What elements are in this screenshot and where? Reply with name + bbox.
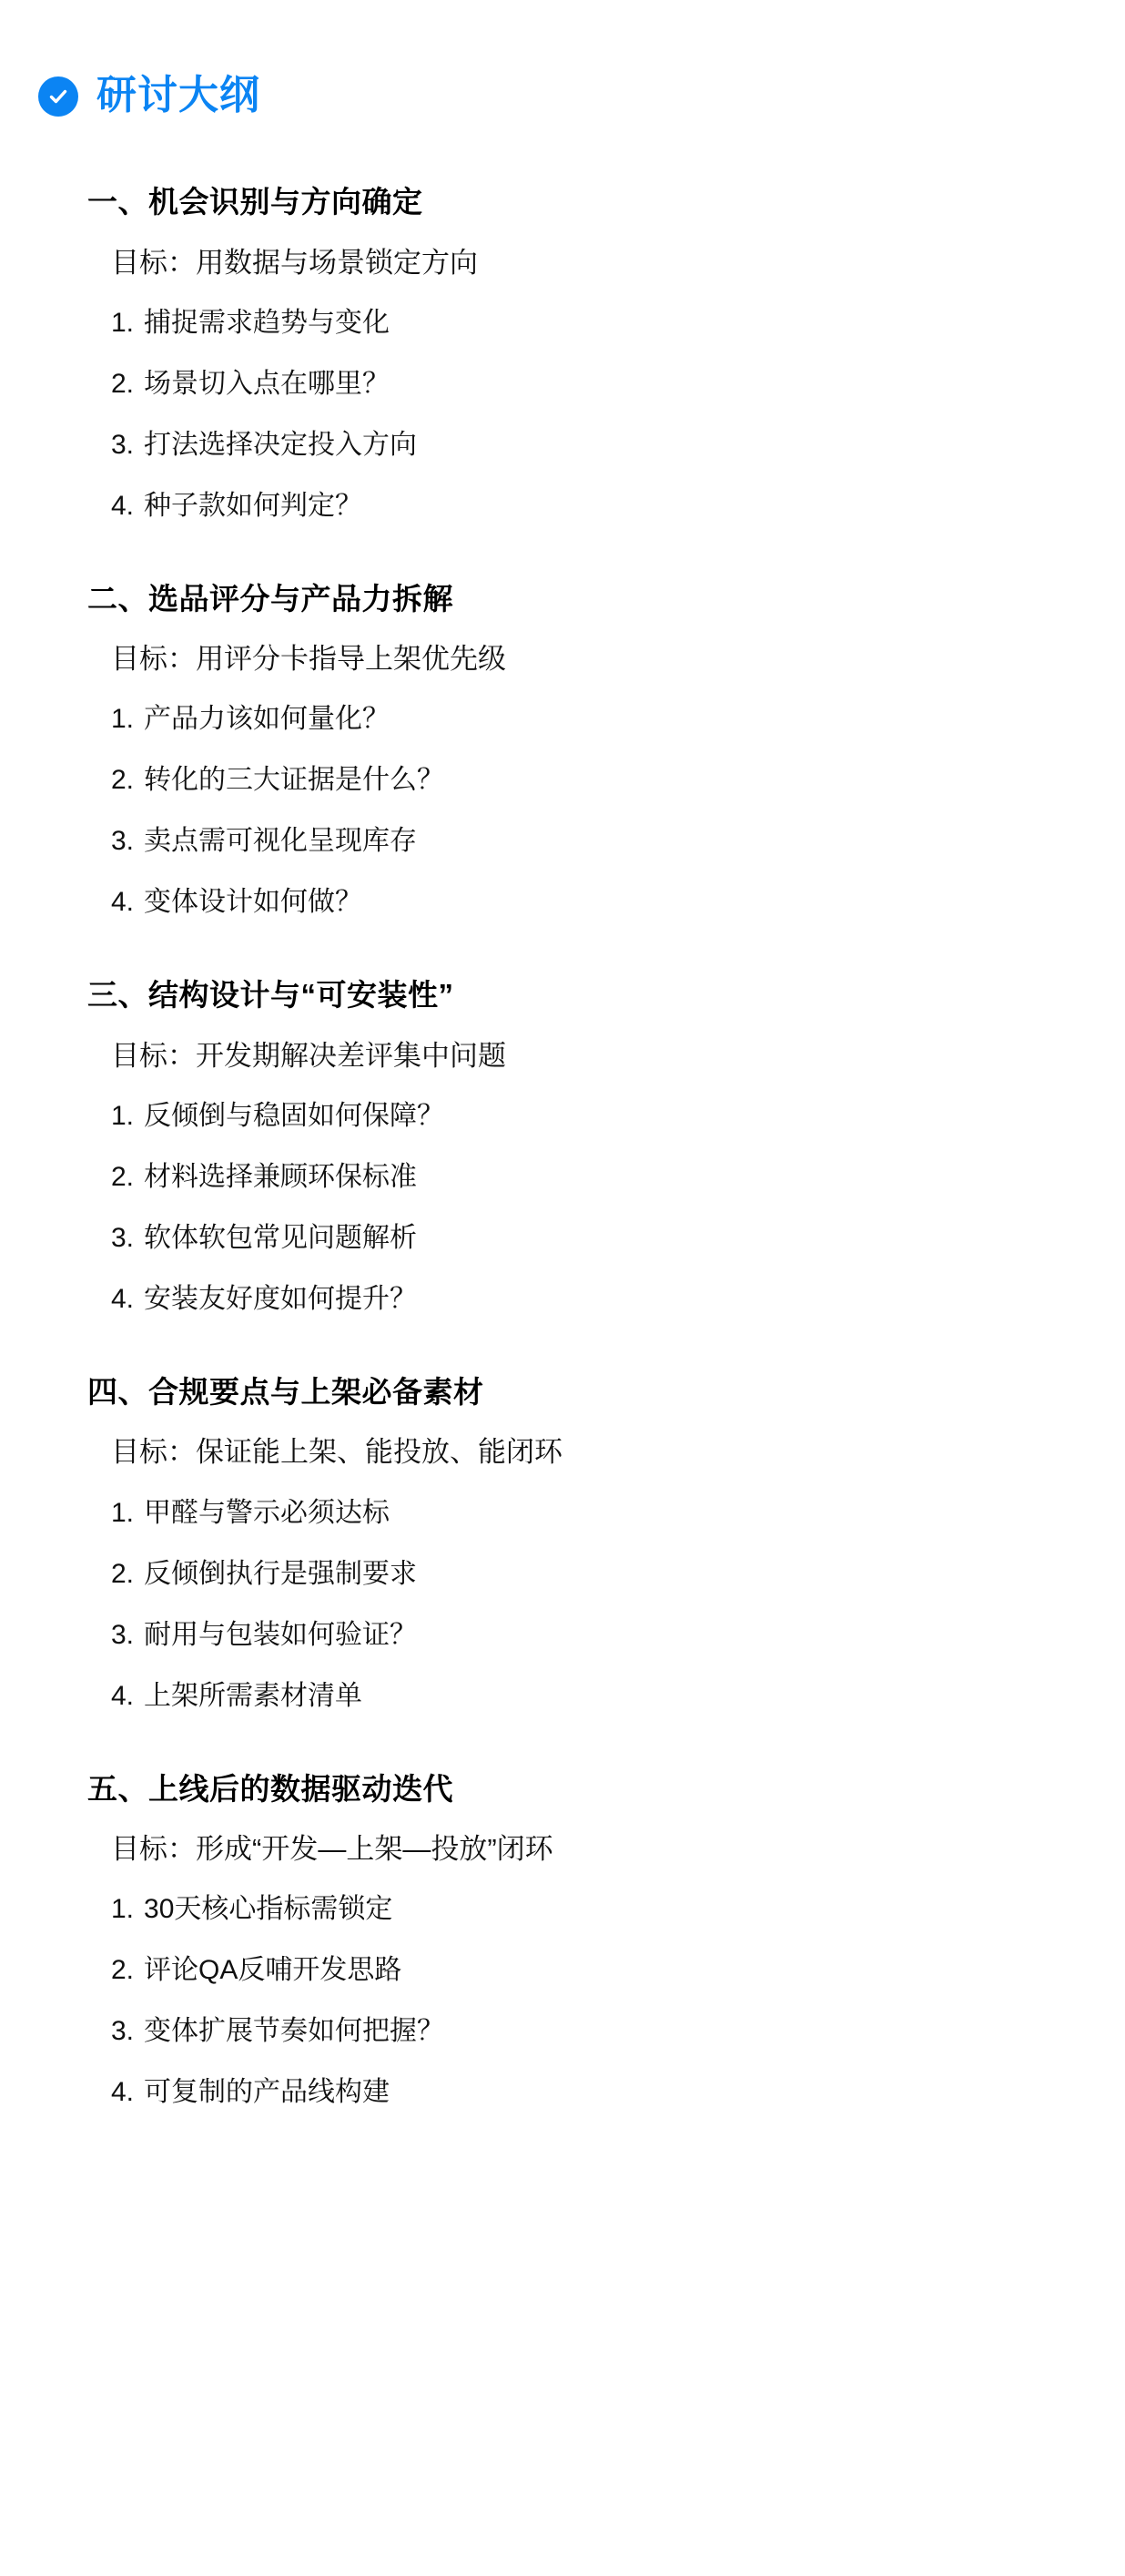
list-item bbox=[111, 427, 1089, 463]
list-item bbox=[111, 1159, 1089, 1195]
list-item-number: 1. bbox=[111, 1894, 135, 1925]
outline-section bbox=[36, 976, 1089, 1317]
outline-section bbox=[36, 1770, 1089, 2111]
list-item-label: 产品力该如何量化？ bbox=[144, 704, 390, 735]
list-item-label: 30天核心指标需锁定 bbox=[144, 1894, 393, 1925]
list-item bbox=[111, 1495, 1089, 1531]
section-title: 一、机会识别与方向确定 bbox=[87, 185, 423, 219]
list-item-label: 转化的三大证据是什么？ bbox=[144, 765, 445, 796]
sections-container bbox=[36, 183, 1089, 2110]
section-item-list bbox=[36, 1495, 1089, 1714]
list-item bbox=[111, 305, 1089, 341]
section-title: 四、合规要点与上架必备素材 bbox=[87, 1374, 484, 1409]
list-item-label: 反倾倒与稳固如何保障？ bbox=[144, 1100, 445, 1131]
list-item-label: 卖点需可视化呈现库存 bbox=[144, 826, 418, 857]
list-item-label: 变体设计如何做？ bbox=[144, 887, 363, 918]
list-item-number: 1. bbox=[111, 704, 135, 735]
list-item bbox=[111, 762, 1089, 798]
list-item-label: 可复制的产品线构建 bbox=[144, 2077, 390, 2108]
list-item-label: 安装友好度如何提升？ bbox=[144, 1283, 418, 1314]
list-item bbox=[111, 1678, 1089, 1714]
list-item bbox=[111, 884, 1089, 920]
outline-section bbox=[36, 580, 1089, 921]
list-item-number: 4. bbox=[111, 1283, 135, 1314]
list-item bbox=[111, 823, 1089, 859]
section-item-list bbox=[36, 305, 1089, 524]
list-item-number: 2. bbox=[111, 368, 135, 399]
list-item-label: 变体扩展节奏如何把握？ bbox=[144, 2016, 445, 2047]
section-item-list bbox=[36, 1098, 1089, 1317]
list-item bbox=[111, 701, 1089, 737]
section-title: 三、结构设计与“可安装性” bbox=[87, 978, 454, 1013]
list-item bbox=[111, 488, 1089, 524]
list-item-number: 4. bbox=[111, 887, 135, 918]
list-item-label: 上架所需素材清单 bbox=[144, 1680, 363, 1711]
section-title: 二、选品评分与产品力拆解 bbox=[87, 581, 453, 616]
section-item-list bbox=[36, 701, 1089, 920]
list-item-label: 种子款如何判定？ bbox=[144, 490, 363, 521]
section-goal: 目标：保证能上架、能投放、能闭环 bbox=[111, 1436, 562, 1469]
list-item-label: 甲醛与警示必须达标 bbox=[144, 1497, 390, 1528]
list-item bbox=[111, 2013, 1089, 2049]
section-goal: 目标：形成“开发—上架—投放”闭环 bbox=[111, 1832, 553, 1865]
outline-section bbox=[36, 1373, 1089, 1714]
list-item-number: 4. bbox=[111, 490, 135, 521]
list-item-number: 3. bbox=[111, 429, 135, 460]
list-item-number: 3. bbox=[111, 1222, 135, 1253]
list-item-label: 材料选择兼顾环保标准 bbox=[144, 1161, 418, 1192]
list-item-number: 4. bbox=[111, 2077, 135, 2108]
list-item-label: 评论QA反哺开发思路 bbox=[144, 1955, 402, 1986]
list-item bbox=[111, 1098, 1089, 1134]
list-item-label: 软体软包常见问题解析 bbox=[144, 1222, 418, 1253]
list-item-label: 耐用与包装如何验证？ bbox=[144, 1619, 418, 1650]
list-item-number: 2. bbox=[111, 765, 135, 796]
list-item-number: 4. bbox=[111, 1680, 135, 1711]
check-circle-icon bbox=[38, 76, 78, 117]
section-goal: 目标：用评分卡指导上架优先级 bbox=[111, 643, 506, 676]
list-item bbox=[111, 1952, 1089, 1988]
section-title: 五、上线后的数据驱动迭代 bbox=[87, 1771, 453, 1806]
list-item-number: 2. bbox=[111, 1558, 135, 1589]
list-item bbox=[111, 1220, 1089, 1256]
list-item-number: 3. bbox=[111, 826, 135, 857]
list-item-label: 场景切入点在哪里？ bbox=[144, 368, 390, 399]
list-item bbox=[111, 1281, 1089, 1317]
list-item bbox=[111, 2074, 1089, 2110]
list-item bbox=[111, 366, 1089, 402]
list-item-number: 3. bbox=[111, 1619, 135, 1650]
section-item-list bbox=[36, 1891, 1089, 2110]
list-item-number: 1. bbox=[111, 1497, 135, 1528]
list-item-number: 1. bbox=[111, 1100, 135, 1131]
list-item bbox=[111, 1556, 1089, 1592]
list-item bbox=[111, 1891, 1089, 1927]
list-item-label: 捕捉需求趋势与变化 bbox=[144, 307, 390, 338]
list-item-label: 打法选择决定投入方向 bbox=[144, 429, 418, 460]
section-goal: 目标：开发期解决差评集中问题 bbox=[111, 1039, 506, 1072]
list-item-number: 2. bbox=[111, 1955, 135, 1986]
list-item-number: 2. bbox=[111, 1161, 135, 1192]
page-title: 研讨大纲 bbox=[96, 73, 260, 118]
list-item-number: 1. bbox=[111, 307, 135, 338]
outline-section bbox=[36, 183, 1089, 524]
document-header bbox=[38, 47, 1089, 145]
list-item-number: 3. bbox=[111, 2016, 135, 2047]
section-goal: 目标：用数据与场景锁定方向 bbox=[111, 246, 478, 279]
list-item bbox=[111, 1617, 1089, 1653]
list-item-label: 反倾倒执行是强制要求 bbox=[144, 1558, 418, 1589]
